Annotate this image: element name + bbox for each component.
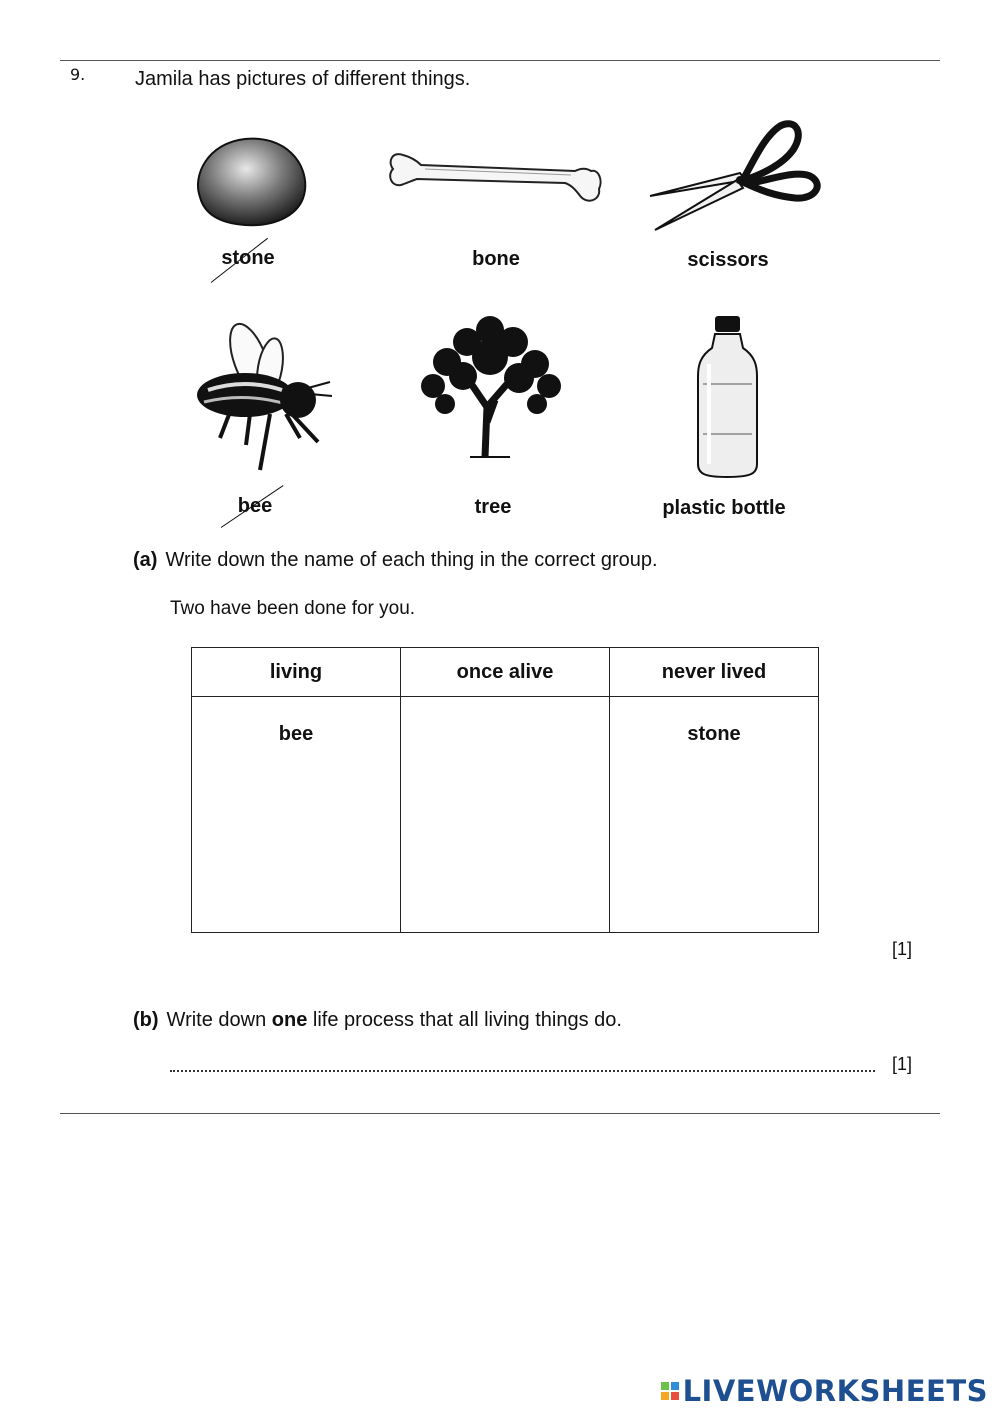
part-a-letter: (a) [133,549,158,571]
part-b-marks: [1] [891,1054,912,1074]
brand-name: LIVEWORKSHEETS [682,1374,988,1408]
top-rule [60,60,940,61]
answer-cell-once-alive[interactable] [401,697,610,933]
logo-square [661,1382,669,1390]
part-a-instruction [133,549,658,572]
answer-cell-never-lived[interactable]: stone [610,697,819,933]
logo-square [661,1392,669,1400]
grouping-table [191,647,819,933]
part-b-letter: (b) [133,1009,159,1031]
picture-label-stone: stone [221,247,275,269]
logo-square [671,1392,679,1400]
column-header-once-alive: once alive [401,648,610,697]
scissors-icon [645,118,825,238]
table-row [192,697,819,933]
picture-label-plastic-bottle: plastic bottle [662,497,786,519]
part-b-text-before: Write down [166,1009,267,1031]
part-a-marks: [1] [891,939,912,959]
stone-icon [190,135,310,230]
tree-icon [415,312,565,462]
picture-label-scissors: scissors [687,249,769,271]
column-header-never-lived: never lived [610,648,819,697]
question-stem: Jamila has pictures of different things. [135,68,471,90]
part-a-text: Write down the name of each thing in the correct group. [165,549,658,571]
column-header-living: living [192,648,401,697]
part-b-answer-line[interactable] [170,1060,875,1072]
table-header-row [192,648,819,697]
logo-square [671,1382,679,1390]
answer-cell-living[interactable]: bee [192,697,401,933]
question-number: 9. [70,65,86,84]
bone-icon [385,145,605,210]
part-b-emphasis: one [271,1009,308,1031]
picture-label-tree: tree [474,496,512,518]
picture-label-bone: bone [472,248,520,270]
part-a-note: Two have been done for you. [170,598,416,619]
liveworksheets-brand [661,1374,988,1408]
picture-label-bee: bee [237,495,273,517]
bee-icon [190,320,335,475]
bottom-rule [60,1113,940,1114]
part-b-instruction [133,1009,622,1032]
bottle-icon [695,314,760,479]
part-b-text-after: life process that all living things do. [312,1009,622,1031]
liveworksheets-logo-icon [661,1382,679,1400]
